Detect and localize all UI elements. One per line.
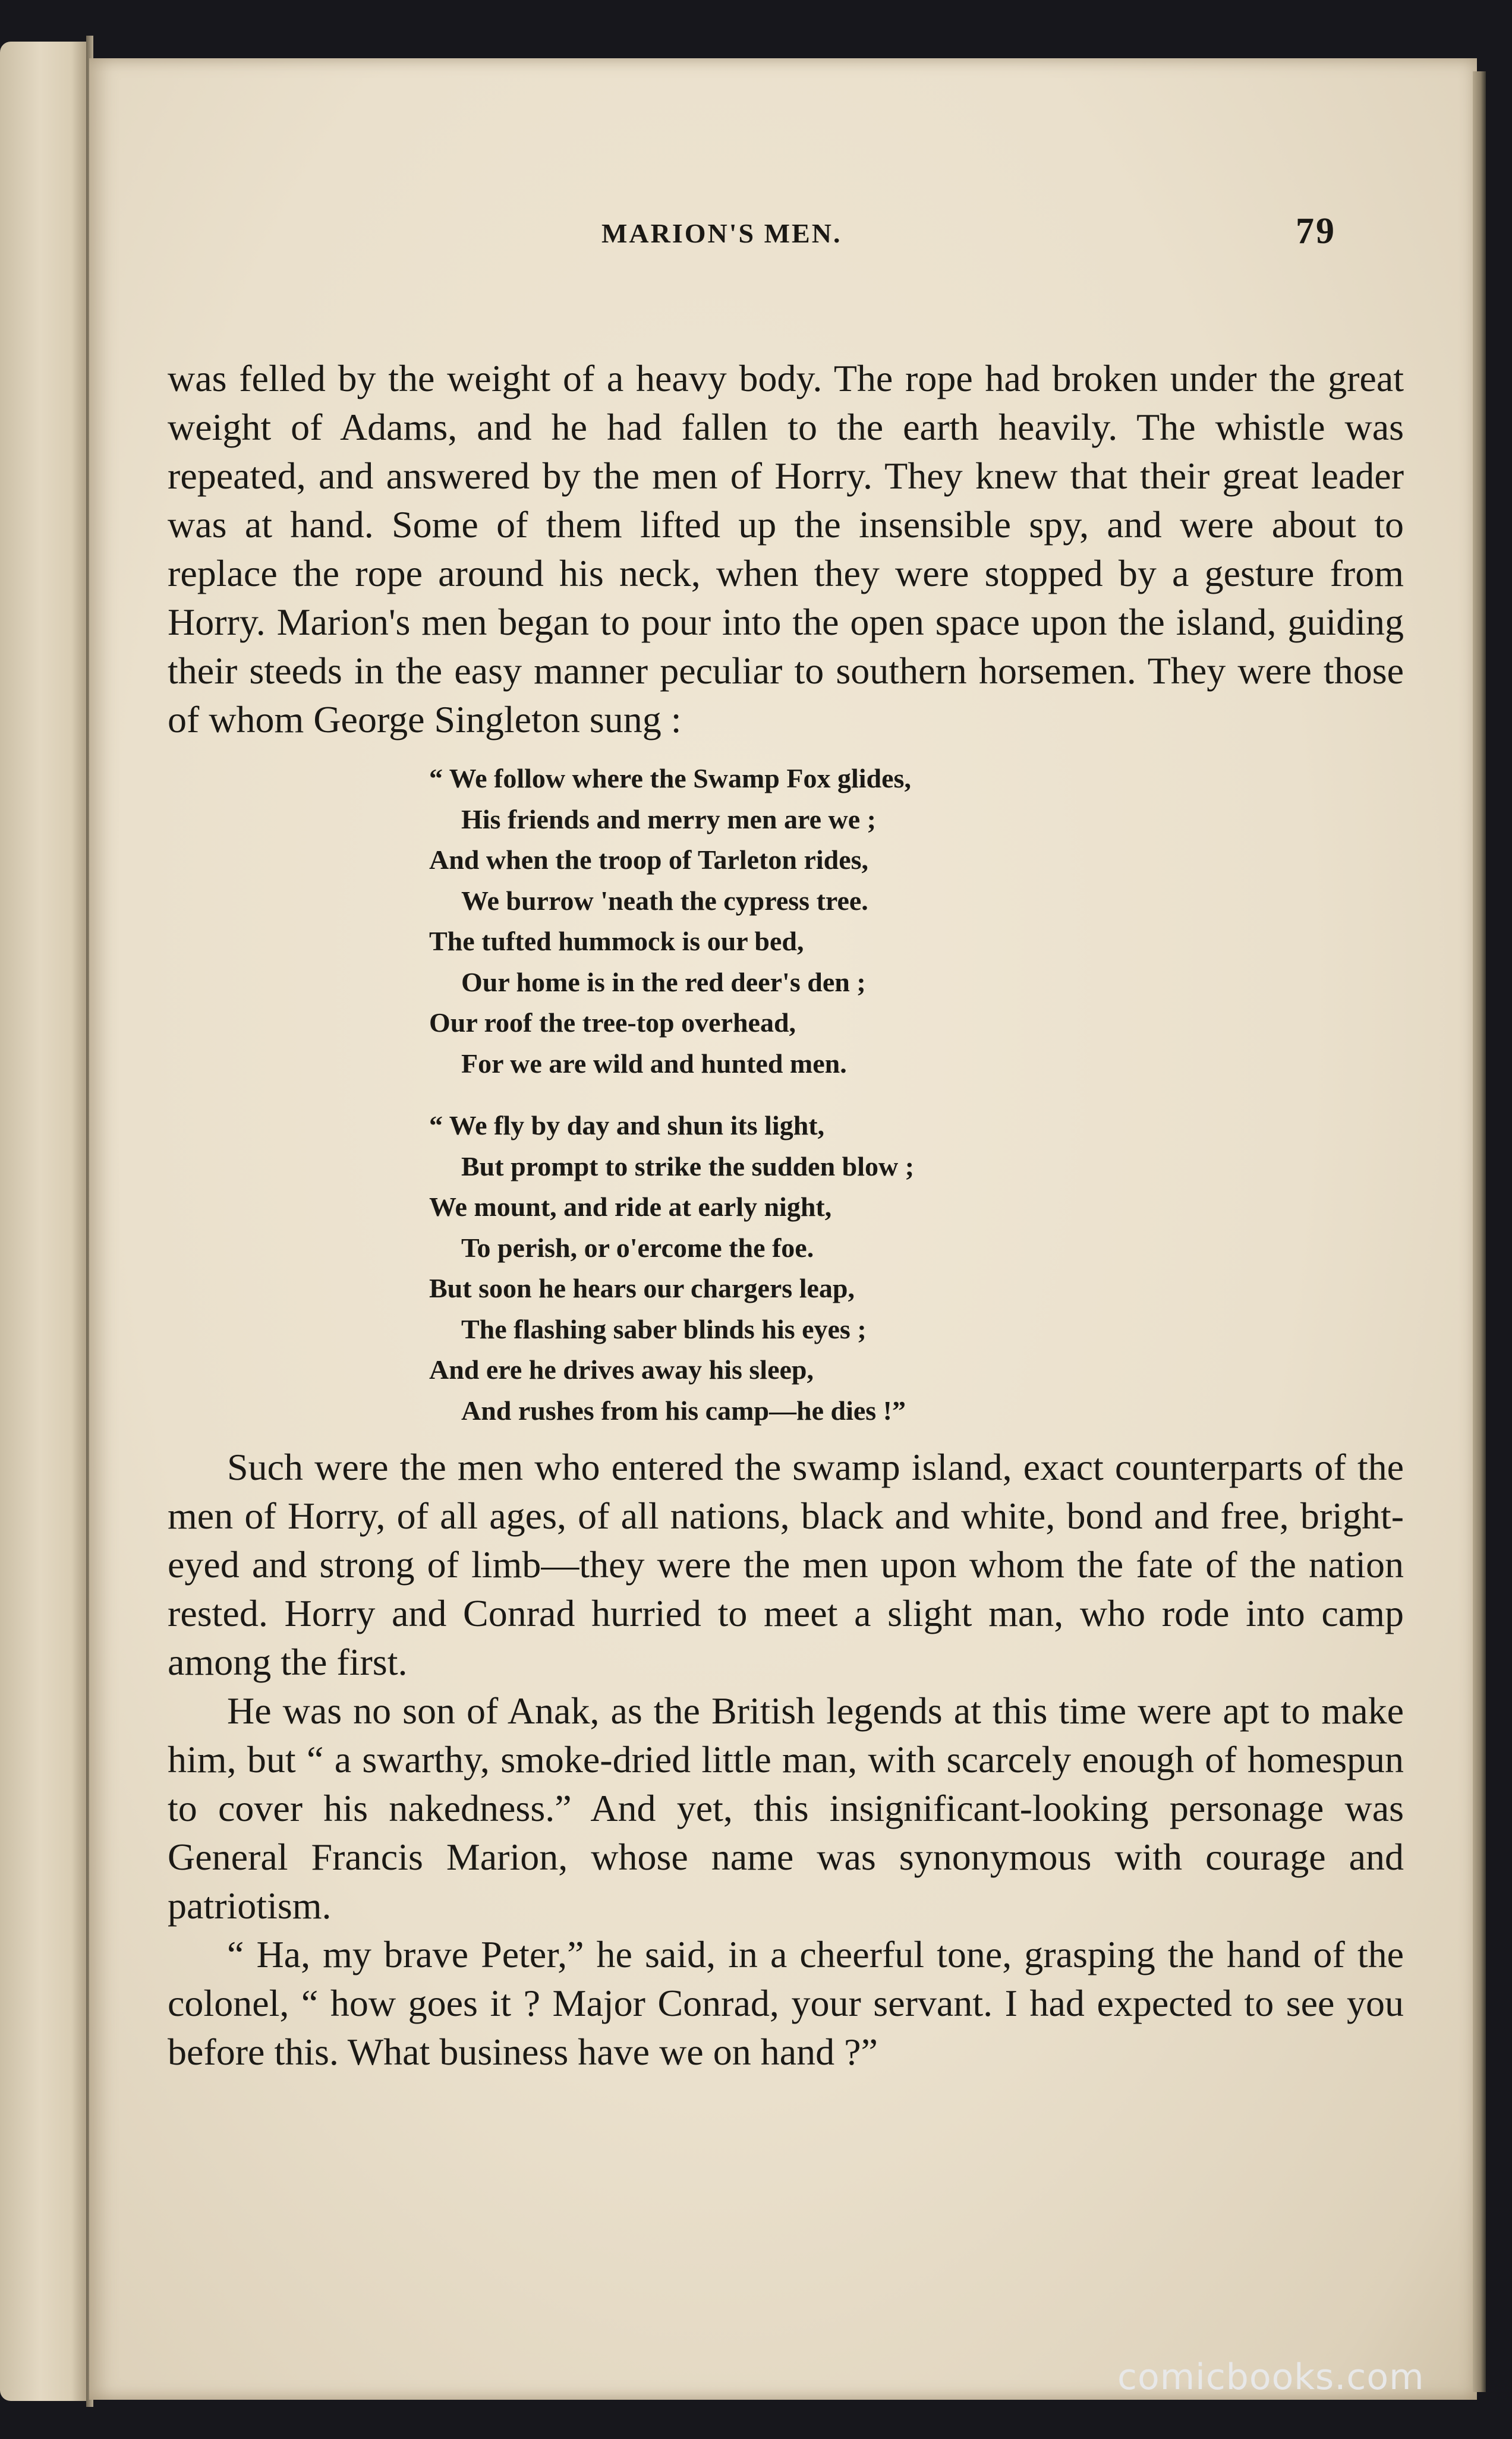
verse-line: And rushes from his camp—he dies !” (461, 1395, 906, 1426)
verse-line: “ We fly by day and shun its light, (429, 1110, 825, 1140)
verse-line: And ere he drives away his sleep, (429, 1354, 814, 1385)
verse-line: Our roof the tree-top overhead, (429, 1007, 796, 1038)
facing-page-edge (0, 42, 89, 2401)
paragraph-2: Such were the men who entered the swamp island, exact counterparts of the men of Horry, of all ages, of all nations, black and white, bond and free, bright-eyed and strong of limb—they were the men upon whom the fate of the nation rested. Horry and Conrad hurried to meet a slight man, who rode into camp among the first. (168, 1446, 1404, 1683)
verse-line: We burrow 'neath the cypress tree. (461, 885, 868, 916)
running-title: MARION'S MEN. (601, 218, 842, 248)
poem (429, 758, 1404, 1431)
verse-line: The flashing saber blinds his eyes ; (461, 1313, 867, 1344)
verse-line: The tufted hummock is our bed, (429, 926, 804, 956)
verse-line: His friends and merry men are we ; (461, 803, 876, 834)
verse-line: For we are wild and hunted men. (461, 1048, 847, 1079)
verse-line: But soon he hears our chargers leap, (429, 1273, 855, 1303)
paragraph-4: “ Ha, my brave Peter,” he said, in a cheerful tone, grasping the hand of the colonel, “ how goes it ? Major Conrad, your servant. I had expected to see you before this. What business have we on hand ?” (168, 1933, 1404, 2073)
verse-line: And when the troop of Tarleton rides, (429, 844, 869, 875)
verse-line: To perish, or o'ercome the foe. (461, 1232, 814, 1263)
book-page (89, 58, 1477, 2400)
verse-line: But prompt to strike the sudden blow ; (461, 1151, 915, 1181)
paragraph-3: He was no son of Anak, as the British legends at this time were apt to make him, but “ a swarthy, smoke-dried little man, with scarcely enough of homespun to cover his nakedness.” And yet, this insignificant-looking personage was General Francis Marion, whose name was synonymous with courage and patriotism. (168, 1690, 1404, 1927)
body-text (168, 354, 1404, 2076)
paragraph-1: was felled by the weight of a heavy body. The rope had broken under the great weight of Adams, and he had fallen to the earth heavily. The whistle was repeated, and answered by the men of Horry. They knew that their great leader was at hand. Some of them lifted up the insensible spy, and were about to replace the rope around his neck, when they were stopped by a gesture from Horry. Marion's men began to pour into the open space upon the island, guiding their steeds in the easy manner peculiar to southern horsemen. They were those of whom George Singleton sung : (168, 357, 1404, 740)
page-number: 79 (1296, 211, 1336, 251)
watermark: comicbooks.com (1117, 2356, 1425, 2398)
verse-line: “ We follow where the Swamp Fox glides, (429, 763, 911, 793)
verse-line: We mount, and ride at early night, (429, 1192, 832, 1222)
verse-line: Our home is in the red deer's den ; (461, 966, 866, 997)
page-fore-edge (1473, 71, 1486, 2392)
stanza-gap (429, 1084, 1404, 1105)
